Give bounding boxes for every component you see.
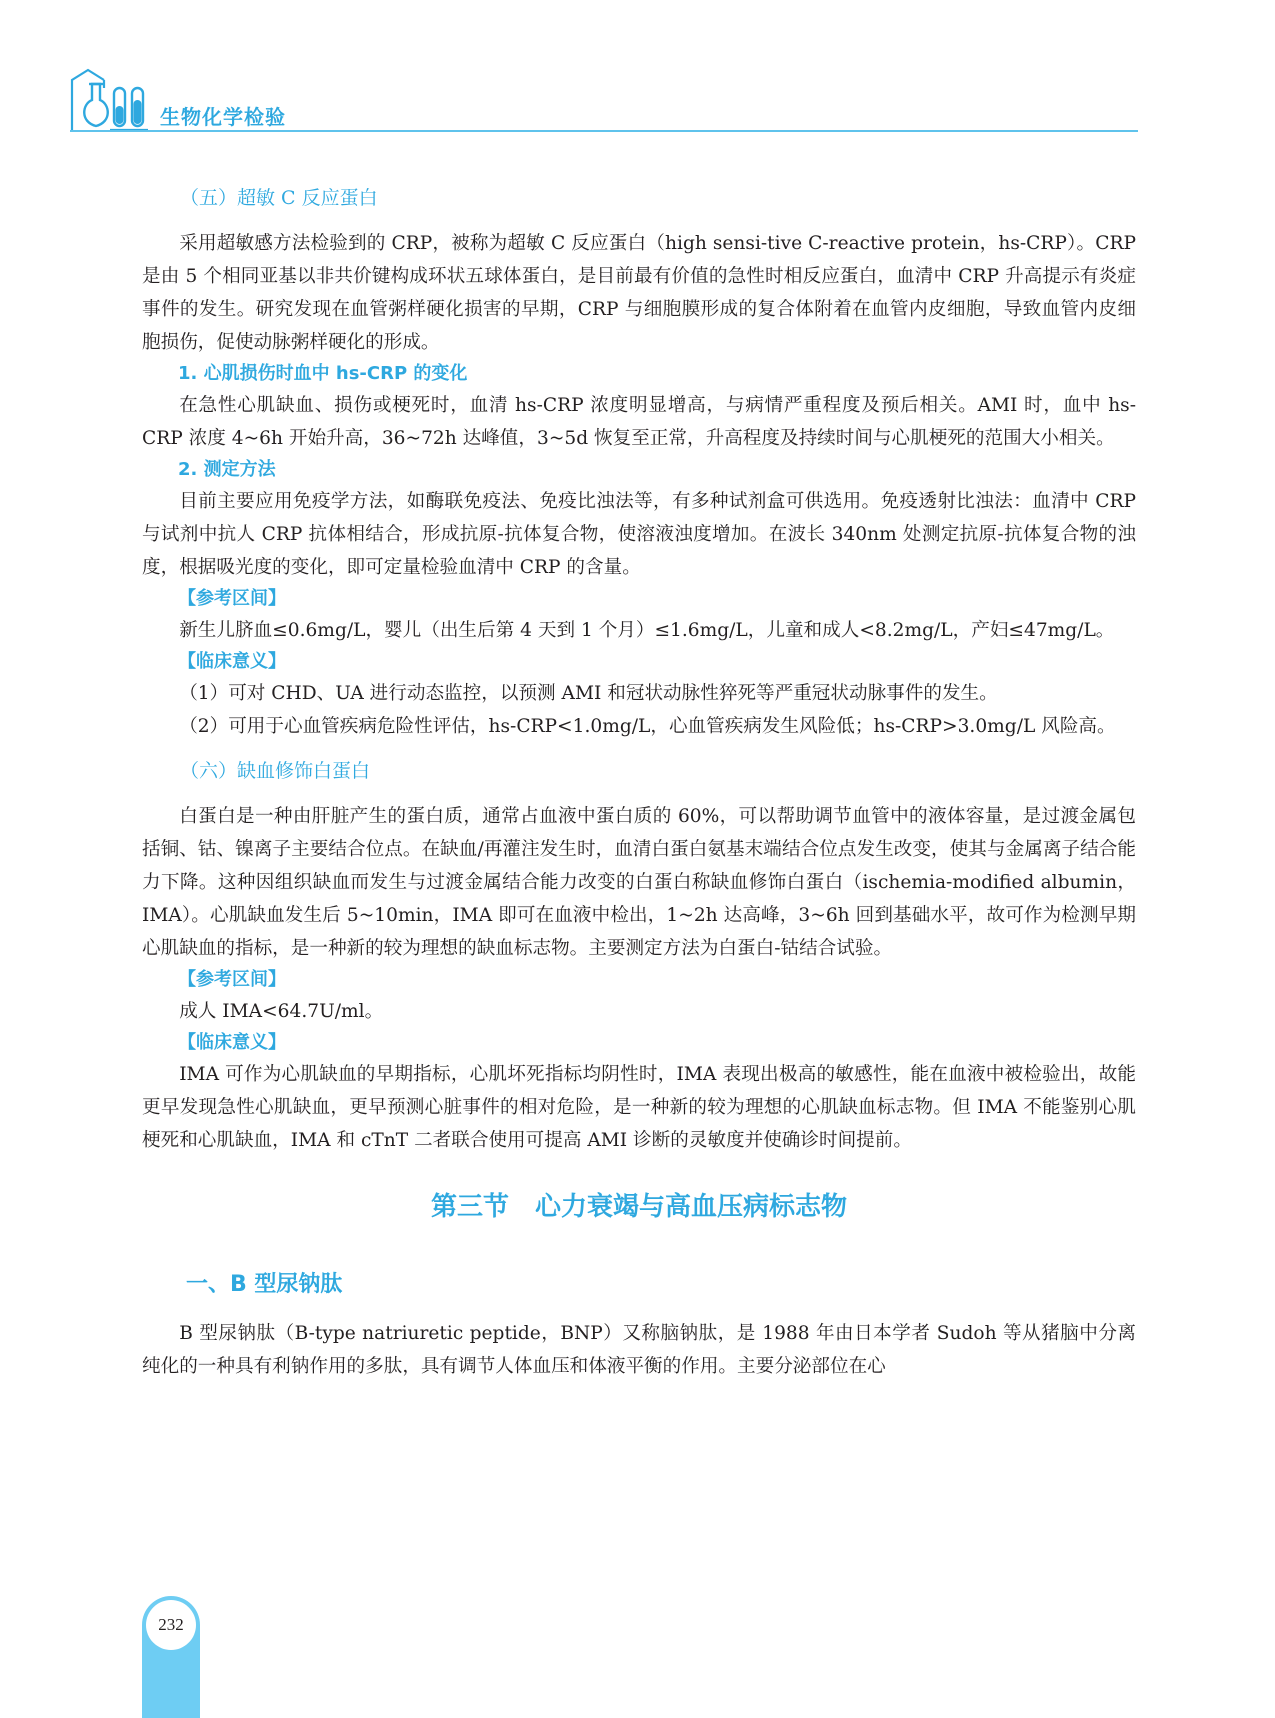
paragraph-bnp: B 型尿钠肽（B-type natriuretic peptide，BNP）又称脑钠肽，是 1988 年由日本学者 Sudoh 等从猪脑中分离纯化的一种具有利钠作用的多肽，具有调节人体血压和体液平衡的作用。主要分泌部位在心 bbox=[142, 1323, 1136, 1377]
paragraph-reference-range: 新生儿脐血≤0.6mg/L，婴儿（出生后第 4 天到 1 个月）≤1.6mg/L，儿童和成人<8.2mg/L，产妇≤47mg/L。 bbox=[179, 620, 1115, 641]
paragraph-method: 目前主要应用免疫学方法，如酶联免疫法、免疫比浊法等，有多种试剂盒可供选用。免疫透射比浊法：血清中 CRP 与试剂中抗人 CRP 抗体相结合，形成抗原-抗体复合物，使溶液浊度增加。在波长 340nm 处测定抗原-抗体复合物的浊度，根据吸光度的变化，即可定量检验血清中 CRP 的含量。 bbox=[142, 491, 1136, 578]
clinical-significance-heading: 【临床意义】 bbox=[178, 651, 286, 672]
heading-bnp: 一、B 型尿钠肽 bbox=[186, 1272, 343, 1297]
clinical-point-2: （2）可用于心血管疾病危险性评估，hs-CRP<1.0mg/L，心血管疾病发生风险低；hs-CRP>3.0mg/L 风险高。 bbox=[179, 716, 1116, 737]
flask-and-test-tubes-icon bbox=[70, 66, 150, 134]
paragraph-reference-range: 成人 IMA<64.7U/ml。 bbox=[179, 1001, 384, 1022]
reference-range-heading: 【参考区间】 bbox=[178, 588, 286, 609]
section-heading-hs-crp: （五）超敏 C 反应蛋白 bbox=[180, 187, 378, 209]
chapter-section-title: 第三节 心力衰竭与高血压病标志物 bbox=[430, 1192, 847, 1222]
page-number: 232 bbox=[158, 1615, 184, 1634]
book-title: 生物化学检验 bbox=[160, 105, 286, 129]
subheading-hs-crp-changes: 1. 心肌损伤时血中 hs-CRP 的变化 bbox=[178, 363, 468, 384]
reference-range-heading: 【参考区间】 bbox=[178, 969, 286, 990]
paragraph-hs-crp-changes: 在急性心肌缺血、损伤或梗死时，血清 hs-CRP 浓度明显增高，与病情严重程度及预后相关。AMI 时，血中 hs-CRP 浓度 4~6h 开始升高，36~72h 达峰值，3~5d 恢复至正常，升高程度及持续时间与心肌梗死的范围大小相关。 bbox=[142, 395, 1136, 449]
section-heading-ima: （六）缺血修饰白蛋白 bbox=[180, 760, 371, 782]
clinical-point-1: （1）可对 CHD、UA 进行动态监控，以预测 AMI 和冠状动脉性猝死等严重冠状动脉事件的发生。 bbox=[179, 683, 998, 704]
subheading-method: 2. 测定方法 bbox=[178, 459, 276, 480]
paragraph-hs-crp-intro: 采用超敏感方法检验到的 CRP，被称为超敏 C 反应蛋白（high sensi-tive C-reactive protein，hs-CRP）。CRP 是由 5 个相同亚基以非共价键构成环状五球体蛋白，是目前最有价值的急性时相反应蛋白，血清中 CRP 升高提示有炎症事件的发生。研究发现在血管粥样硬化损害的早期，CRP 与细胞膜形成的复合体附着在血管内皮细胞，导致血管内皮细胞损伤，促使动脉粥样硬化的形成。 bbox=[142, 233, 1136, 353]
page-content bbox=[142, 182, 1136, 1383]
clinical-significance-heading: 【临床意义】 bbox=[178, 1032, 286, 1053]
paragraph-ima-intro: 白蛋白是一种由肝脏产生的蛋白质，通常占血液中蛋白质的 60%，可以帮助调节血管中的液体容量，是过渡金属包括铜、钴、镍离子主要结合位点。在缺血/再灌注发生时，血清白蛋白氨基末端结合位点发生改变，使其与金属离子结合能力下降。这种因组织缺血而发生与过渡金属结合能力改变的白蛋白称缺血修饰白蛋白（ischemia-modified albumin，IMA）。心肌缺血发生后 5~10min，IMA 即可在血液中检出，1~2h 达高峰，3~6h 回到基础水平，故可作为检测早期心肌缺血的指标，是一种新的较为理想的缺血标志物。主要测定方法为白蛋白-钴结合试验。 bbox=[142, 806, 1136, 959]
paragraph-clinical-significance: IMA 可作为心肌缺血的早期指标，心肌坏死指标均阴性时，IMA 表现出极高的敏感性，能在血液中被检验出，故能更早发现急性心肌缺血，更早预测心脏事件的相对危险，是一种新的较为理想的心肌缺血标志物。但 IMA 不能鉴别心肌梗死和心肌缺血，IMA 和 cTnT 二者联合使用可提高 AMI 诊断的灵敏度并使确诊时间提前。 bbox=[142, 1064, 1136, 1151]
header-divider bbox=[70, 130, 1138, 132]
